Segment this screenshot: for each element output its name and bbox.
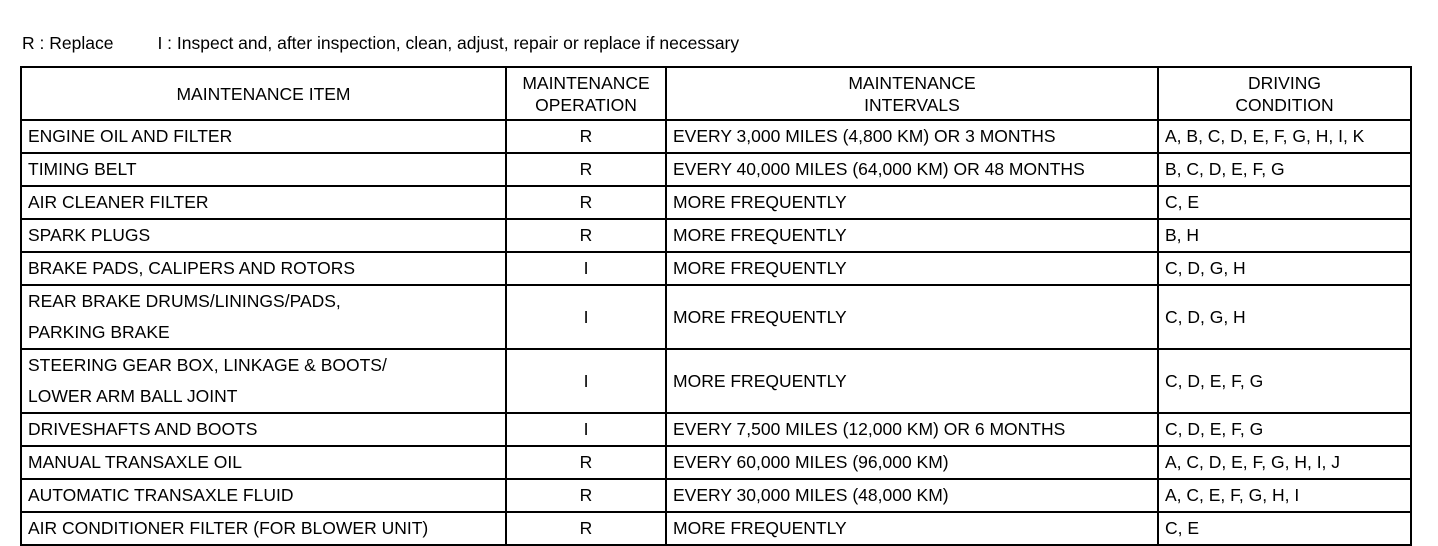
cell-driving-condition: B, C, D, E, F, G: [1158, 153, 1411, 186]
cell-maintenance-interval: MORE FREQUENTLY: [666, 252, 1158, 285]
item-line: STEERING GEAR BOX, LINKAGE & BOOTS/: [28, 355, 387, 375]
cell-maintenance-interval: EVERY 3,000 MILES (4,800 KM) OR 3 MONTHS: [666, 120, 1158, 153]
header-row: [21, 67, 1411, 120]
cell-maintenance-operation: I: [506, 349, 666, 413]
cell-maintenance-interval: EVERY 40,000 MILES (64,000 KM) OR 48 MONTHS: [666, 153, 1158, 186]
cell-driving-condition: C, E: [1158, 186, 1411, 219]
cell-maintenance-operation: R: [506, 186, 666, 219]
item-line: TIMING BELT: [28, 159, 137, 179]
cell-driving-condition: C, D, G, H: [1158, 285, 1411, 349]
cell-maintenance-interval: MORE FREQUENTLY: [666, 186, 1158, 219]
cell-maintenance-interval: MORE FREQUENTLY: [666, 349, 1158, 413]
cell-maintenance-operation: R: [506, 219, 666, 252]
table-row: [21, 413, 1411, 446]
table-row: [21, 512, 1411, 545]
header-line: DRIVING: [1248, 72, 1321, 93]
header-line: CONDITION: [1235, 94, 1334, 115]
cell-maintenance-item: [21, 186, 506, 219]
cell-maintenance-item: [21, 153, 506, 186]
table-row: [21, 120, 1411, 153]
cell-maintenance-item: [21, 413, 506, 446]
cell-driving-condition: B, H: [1158, 219, 1411, 252]
cell-maintenance-interval: MORE FREQUENTLY: [666, 285, 1158, 349]
legend-inspect: I : Inspect and, after inspection, clean, adjust, repair or replace if necessary: [157, 33, 740, 53]
header-line: MAINTENANCE: [522, 72, 650, 93]
cell-driving-condition: A, C, D, E, F, G, H, I, J: [1158, 446, 1411, 479]
cell-maintenance-item: [21, 285, 506, 349]
item-line: AIR CONDITIONER FILTER (FOR BLOWER UNIT): [28, 518, 429, 538]
item-line: LOWER ARM BALL JOINT: [28, 386, 238, 406]
header-line: OPERATION: [535, 94, 637, 115]
cell-maintenance-interval: EVERY 60,000 MILES (96,000 KM): [666, 446, 1158, 479]
item-line: PARKING BRAKE: [28, 322, 170, 342]
header-driving-condition: [1158, 67, 1411, 120]
cell-maintenance-operation: I: [506, 252, 666, 285]
table-header: [21, 67, 1411, 120]
legend: [22, 33, 739, 54]
header-line: MAINTENANCE ITEM: [176, 83, 351, 104]
legend-replace: R : Replace: [22, 33, 114, 53]
item-line: SPARK PLUGS: [28, 225, 151, 245]
cell-maintenance-item: [21, 120, 506, 153]
table-body: [21, 120, 1411, 545]
item-line: AIR CLEANER FILTER: [28, 192, 209, 212]
header-maintenance-item: [21, 67, 506, 120]
table-row: [21, 186, 1411, 219]
table-row: [21, 446, 1411, 479]
cell-maintenance-operation: I: [506, 413, 666, 446]
cell-maintenance-interval: MORE FREQUENTLY: [666, 219, 1158, 252]
cell-maintenance-item: [21, 349, 506, 413]
cell-maintenance-item: [21, 512, 506, 545]
table-row: [21, 219, 1411, 252]
cell-driving-condition: C, D, E, F, G: [1158, 349, 1411, 413]
item-line: AUTOMATIC TRANSAXLE FLUID: [28, 485, 294, 505]
cell-maintenance-operation: R: [506, 479, 666, 512]
item-line: BRAKE PADS, CALIPERS AND ROTORS: [28, 258, 356, 278]
cell-maintenance-operation: I: [506, 285, 666, 349]
cell-maintenance-item: [21, 219, 506, 252]
table-row: [21, 349, 1411, 413]
cell-maintenance-interval: EVERY 30,000 MILES (48,000 KM): [666, 479, 1158, 512]
header-maintenance-intervals: [666, 67, 1158, 120]
header-line: INTERVALS: [864, 94, 960, 115]
item-line: DRIVESHAFTS AND BOOTS: [28, 419, 258, 439]
cell-maintenance-operation: R: [506, 120, 666, 153]
cell-maintenance-operation: R: [506, 512, 666, 545]
cell-maintenance-operation: R: [506, 153, 666, 186]
cell-maintenance-item: [21, 252, 506, 285]
table-row: [21, 285, 1411, 349]
cell-maintenance-interval: EVERY 7,500 MILES (12,000 KM) OR 6 MONTHS: [666, 413, 1158, 446]
header-line: MAINTENANCE: [848, 72, 976, 93]
table-row: [21, 252, 1411, 285]
cell-driving-condition: A, B, C, D, E, F, G, H, I, K: [1158, 120, 1411, 153]
cell-maintenance-item: [21, 446, 506, 479]
cell-driving-condition: C, E: [1158, 512, 1411, 545]
cell-driving-condition: A, C, E, F, G, H, I: [1158, 479, 1411, 512]
cell-maintenance-operation: R: [506, 446, 666, 479]
item-line: MANUAL TRANSAXLE OIL: [28, 452, 242, 472]
cell-driving-condition: C, D, G, H: [1158, 252, 1411, 285]
table-row: [21, 479, 1411, 512]
item-line: ENGINE OIL AND FILTER: [28, 126, 233, 146]
cell-driving-condition: C, D, E, F, G: [1158, 413, 1411, 446]
header-maintenance-operation: [506, 67, 666, 120]
cell-maintenance-interval: MORE FREQUENTLY: [666, 512, 1158, 545]
cell-maintenance-item: [21, 479, 506, 512]
item-line: REAR BRAKE DRUMS/LININGS/PADS,: [28, 291, 341, 311]
table-row: [21, 153, 1411, 186]
maintenance-schedule-table: [20, 66, 1412, 546]
